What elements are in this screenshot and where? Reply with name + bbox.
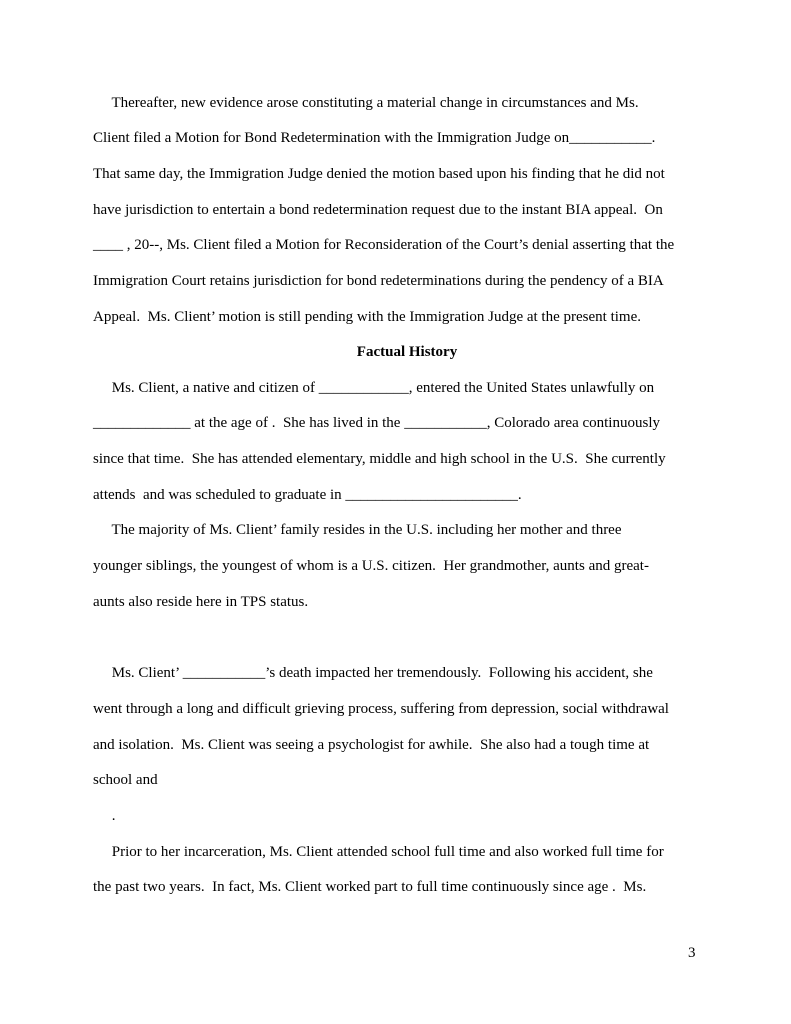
section-heading: Factual History	[356, 344, 458, 360]
paragraph-line: Prior to her incarceration, Ms. Client attended school full time and also worked full time for	[93, 844, 664, 860]
paragraph-line: Thereafter, new evidence arose constituting a material change in circumstances and Ms.	[93, 95, 639, 111]
paragraph-line: The majority of Ms. Client’ family resides in the U.S. including her mother and three	[93, 522, 622, 538]
paragraph-line: the past two years. In fact, Ms. Client worked part to full time continuously since age . Ms.	[93, 879, 647, 895]
paragraph-line: .	[93, 808, 116, 824]
paragraph-line: Ms. Client, a native and citizen of ____________, entered the United States unlawfully on	[93, 380, 655, 396]
paragraph-line: _____________ at the age of . She has lived in the ___________, Colorado area continuously	[93, 415, 660, 431]
paragraph-line: younger siblings, the youngest of whom is a U.S. citizen. Her grandmother, aunts and great-	[93, 558, 649, 574]
paragraph-line: went through a long and difficult grieving process, suffering from depression, social withdrawal	[93, 701, 669, 717]
paragraph-line: aunts also reside here in TPS status.	[93, 594, 309, 610]
paragraph-line: Ms. Client’ ___________’s death impacted her tremendously. Following his accident, she	[93, 665, 653, 681]
paragraph-line: have jurisdiction to entertain a bond redetermination request due to the instant BIA appeal. On	[93, 202, 663, 218]
paragraph-line: since that time. She has attended elementary, middle and high school in the U.S. She currently	[93, 451, 666, 467]
paragraph-line: ____ , 20--, Ms. Client filed a Motion for Reconsideration of the Court’s denial asserting that the	[93, 237, 675, 253]
paragraph-line: school and	[93, 772, 158, 788]
paragraph-line: Client filed a Motion for Bond Redetermination with the Immigration Judge on___________.	[93, 130, 656, 146]
paragraph-line: That same day, the Immigration Judge denied the motion based upon his finding that he did not	[93, 166, 665, 182]
paragraph-line: Immigration Court retains jurisdiction for bond redeterminations during the pendency of a BIA	[93, 273, 664, 289]
paragraph-line: and isolation. Ms. Client was seeing a psychologist for awhile. She also had a tough time at	[93, 737, 650, 753]
paragraph-line: attends and was scheduled to graduate in _______________________.	[93, 487, 522, 503]
paragraph-line: Appeal. Ms. Client’ motion is still pending with the Immigration Judge at the present time.	[93, 309, 641, 325]
page-number: 3	[688, 945, 696, 961]
